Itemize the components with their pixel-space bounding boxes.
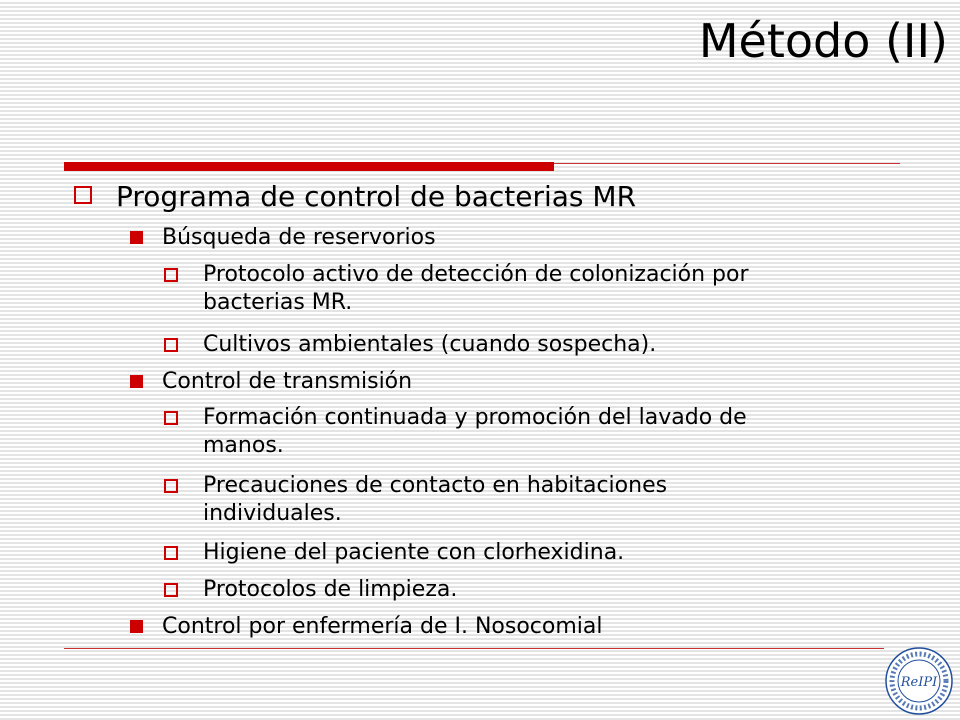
main-heading: Programa de control de bacterias MR: [116, 180, 637, 213]
filled-square-bullet-icon: [130, 231, 143, 244]
item-protocolo-line1: Protocolo activo de detección de colonización por: [203, 262, 749, 287]
filled-square-bullet-icon: [130, 375, 143, 388]
hollow-square-bullet-icon: [164, 479, 178, 493]
item-cultivos: Cultivos ambientales (cuando sospecha).: [203, 332, 657, 357]
title-divider-accent: [64, 162, 554, 171]
slide-title: Método (II): [698, 14, 948, 68]
item-precauciones-line2: individuales.: [203, 501, 342, 526]
hollow-square-bullet-icon: [74, 186, 92, 204]
reipi-logo: [884, 646, 954, 716]
item-formacion-line1: Formación continuada y promoción del lavado de: [203, 405, 747, 430]
item-limpieza: Protocolos de limpieza.: [203, 577, 458, 602]
hollow-square-bullet-icon: [164, 268, 178, 282]
svg-text:ReIPI: ReIPI: [900, 675, 938, 690]
hollow-square-bullet-icon: [164, 583, 178, 597]
hollow-square-bullet-icon: [164, 338, 178, 352]
item-formacion-line2: manos.: [203, 433, 284, 458]
item-higiene: Higiene del paciente con clorhexidina.: [203, 540, 625, 565]
item-precauciones-line1: Precauciones de contacto en habitaciones: [203, 473, 668, 498]
footer-divider: [64, 648, 884, 649]
section-enfermeria: Control por enfermería de I. Nosocomial: [162, 614, 603, 639]
hollow-square-bullet-icon: [164, 546, 178, 560]
item-protocolo-line2: bacterias MR.: [203, 290, 353, 315]
section-transmision: Control de transmisión: [162, 369, 413, 394]
hollow-square-bullet-icon: [164, 411, 178, 425]
section-busqueda: Búsqueda de reservorios: [162, 225, 436, 250]
filled-square-bullet-icon: [130, 620, 143, 633]
